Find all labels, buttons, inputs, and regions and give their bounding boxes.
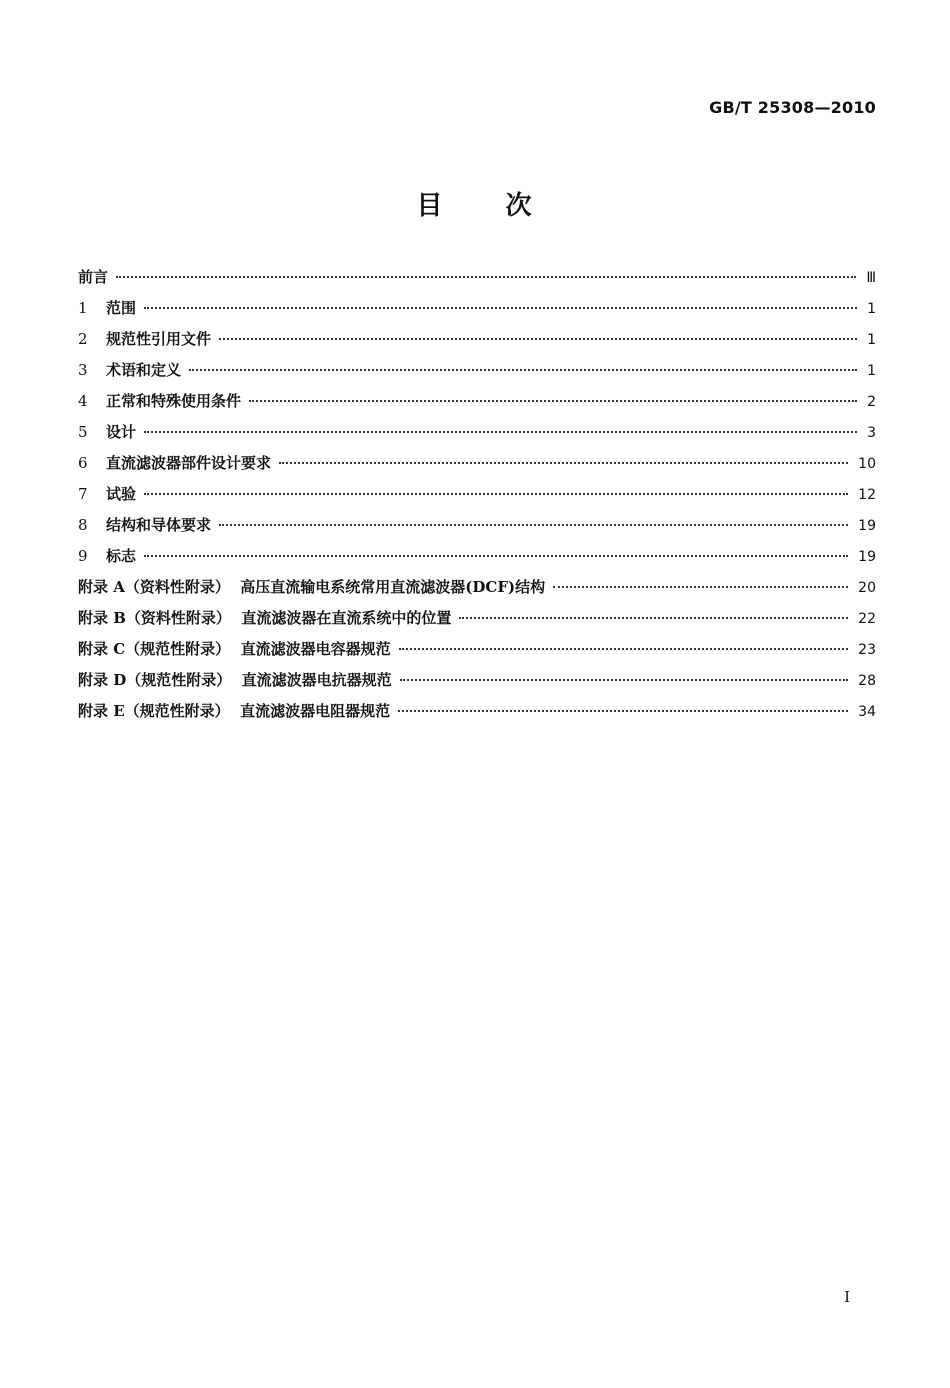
toc-entry-label: 附录 D（规范性附录） 直流滤波器电抗器规范 [78,671,392,689]
toc-dot-leader [553,586,848,588]
toc-entry-label: 正常和特殊使用条件 [106,392,242,410]
toc-dot-leader [459,617,848,619]
toc-entry-8[interactable] [78,514,876,545]
toc-entry-label: 附录 E（规范性附录） 直流滤波器电阻器规范 [78,702,391,720]
toc-entry-label: 术语和定义 [106,361,182,379]
toc-entry-number: 2 [78,330,88,348]
toc-entry-5[interactable] [78,421,876,452]
toc-entry-annex-b[interactable] [78,607,876,638]
toc-dot-leader [144,307,857,309]
toc-dot-leader [249,400,857,402]
toc-entry-number: 7 [78,485,88,503]
toc-entry-number: 3 [78,361,88,379]
toc-entry-3[interactable] [78,359,876,390]
toc-entry-7[interactable] [78,483,876,514]
toc-entry-9[interactable] [78,545,876,576]
toc-dot-leader [398,710,848,712]
toc-entry-page: 19 [858,518,876,534]
toc-entry-page: 1 [867,301,876,317]
toc-entry-label: 试验 [106,485,137,503]
toc-entry-label: 规范性引用文件 [106,330,212,348]
toc-dot-leader [144,431,857,433]
toc-entry-label: 范围 [106,299,137,317]
toc-entry-label: 前言 [78,268,109,286]
table-of-contents [78,266,876,731]
toc-entry-2[interactable] [78,328,876,359]
toc-entry-label: 附录 A（资料性附录） 高压直流输电系统常用直流滤波器(DCF)结构 [78,578,546,596]
toc-entry-number: 6 [78,454,88,472]
toc-entry-annex-d[interactable] [78,669,876,700]
toc-entry-page: 19 [858,549,876,565]
toc-entry-label: 附录 B（资料性附录） 直流滤波器在直流系统中的位置 [78,609,452,627]
toc-dot-leader [144,555,848,557]
toc-entry-annex-e[interactable] [78,700,876,731]
toc-entry-number: 4 [78,392,88,410]
toc-dot-leader [399,648,849,650]
toc-entry-label: 标志 [106,547,137,565]
toc-entry-page: 12 [858,487,876,503]
standard-code: GB/T 25308—2010 [709,98,876,117]
toc-entry-number: 9 [78,547,88,565]
toc-entry-label: 附录 C（规范性附录） 直流滤波器电容器规范 [78,640,391,658]
toc-entry-foreword[interactable] [78,266,876,297]
toc-entry-annex-c[interactable] [78,638,876,669]
toc-dot-leader [144,493,848,495]
toc-entry-number: 1 [78,299,88,317]
toc-entry-label: 直流滤波器部件设计要求 [106,454,272,472]
toc-dot-leader [400,679,848,681]
toc-entry-4[interactable] [78,390,876,421]
toc-dot-leader [116,276,856,278]
toc-entry-page: 1 [867,332,876,348]
toc-dot-leader [279,462,848,464]
page-number: I [844,1288,850,1306]
toc-entry-page: 34 [858,704,876,720]
toc-entry-label: 结构和导体要求 [106,516,212,534]
page-title: 目 次 [416,191,534,221]
toc-entry-page: 1 [867,363,876,379]
toc-entry-page: 2 [867,394,876,410]
toc-entry-label: 设计 [106,423,137,441]
toc-entry-6[interactable] [78,452,876,483]
toc-dot-leader [219,524,848,526]
toc-dot-leader [219,338,857,340]
toc-entry-1[interactable] [78,297,876,328]
toc-dot-leader [189,369,857,371]
toc-entry-page: 20 [858,580,876,596]
toc-entry-page: 28 [858,673,876,689]
toc-entry-number: 8 [78,516,88,534]
toc-entry-page: 10 [858,456,876,472]
toc-entry-page: 23 [858,642,876,658]
toc-entry-annex-a[interactable] [78,576,876,607]
toc-entry-page: Ⅲ [866,270,876,286]
toc-entry-page: 3 [867,425,876,441]
toc-entry-number: 5 [78,423,88,441]
toc-entry-page: 22 [858,611,876,627]
